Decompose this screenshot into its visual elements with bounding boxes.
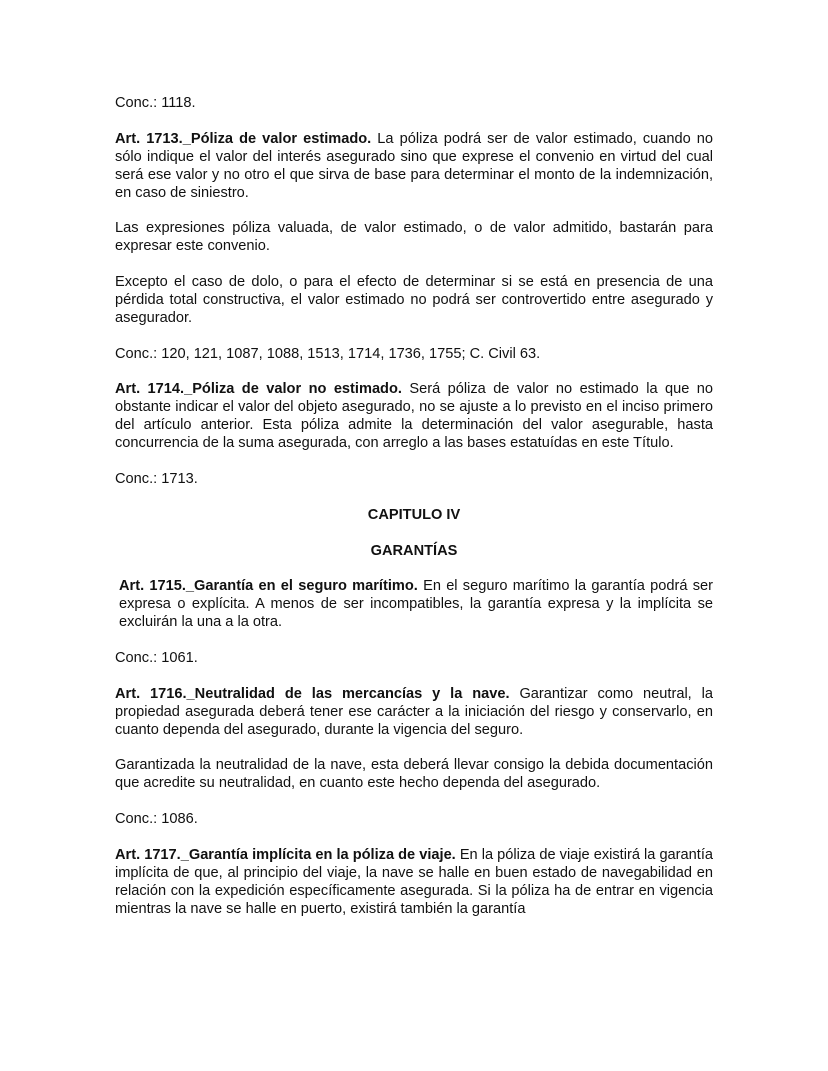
concordance-line: Conc.: 1086.: [115, 811, 198, 828]
article-1714: [115, 381, 713, 453]
article-number: Art. 1713._: [115, 130, 191, 147]
concordance-line: Conc.: 120, 121, 1087, 1088, 1513, 1714, 1736, 1755; C. Civil 63.: [115, 345, 541, 362]
article-body: Garantizar como neutral, la propiedad asegurada deberá tener ese carácter a la iniciación del riesgo y conservarlo, en cuanto dependa del asegurado, durante la vigencia del seguro.: [115, 685, 713, 738]
concordance-line: Conc.: 1713.: [115, 470, 198, 487]
paragraph: Excepto el caso de dolo, o para el efecto de determinar si se está en presencia de una pérdida total constructiva, el valor estimado no podrá ser controvertido entre asegurado y asegurador.: [115, 274, 713, 326]
article-body: La póliza podrá ser de valor estimado, cuando no sólo indique el valor del interés asegurado sino que exprese el convenio en virtud del cual será ese valor y no otro el que sirva de base para determinar el monto de la indemnización, en caso de siniestro.: [115, 130, 714, 201]
article-body: En la póliza de viaje existirá la garantía implícita de que, al principio del viaje, la nave se halle en buen estado de navegabilidad en relación con la expedición específicamente asegurada. Si la póliza ha de entrar en vigencia mientras la nave se halle en puerto, existirá también la garantía: [115, 846, 713, 917]
article-1715: [115, 578, 713, 632]
article-1713: [115, 131, 713, 203]
article-title: Neutralidad de las mercancías y la nave.: [194, 685, 510, 702]
article-title: Póliza de valor estimado.: [190, 130, 372, 147]
article-number: Art. 1715._: [119, 578, 195, 595]
paragraph: Las expresiones póliza valuada, de valor estimado, o de valor admitido, bastarán para expresar este convenio.: [115, 220, 713, 255]
article-1717: [115, 847, 713, 919]
article-body: En el seguro marítimo la garantía podrá ser expresa o explícita. A menos de ser incompatibles, la garantía expresa y la implícita se excluirán la una a la otra.: [119, 578, 713, 631]
article-number: Art. 1716._: [115, 685, 195, 702]
paragraph: Garantizada la neutralidad de la nave, esta deberá llevar consigo la debida documentación que acredite su neutralidad, en cuanto este hecho dependa del asegurado.: [115, 757, 713, 792]
article-number: Art. 1717._: [115, 846, 189, 863]
concordance-line: Conc.: 1118.: [115, 95, 196, 111]
article-title: Póliza de valor no estimado.: [192, 381, 402, 398]
article-title: Garantía en el seguro marítimo.: [194, 578, 418, 595]
article-1716: [115, 686, 713, 740]
article-body: Será póliza de valor no estimado la que no obstante indicar el valor del objeto asegurado, no se ajuste a lo previsto en el inciso primero del artículo anterior. Esta póliza admite la determinación del valor asegurable, hasta concurrencia de la suma asegurada, con arreglo a las bases estatuídas en este Título.: [115, 381, 713, 452]
article-title: Garantía implícita en la póliza de viaje.: [188, 846, 456, 863]
article-number: Art. 1714._: [115, 381, 193, 398]
concordance-line: Conc.: 1061.: [115, 649, 198, 666]
chapter-heading: CAPITULO IV: [367, 506, 461, 523]
document-page: [115, 95, 713, 936]
section-heading: GARANTÍAS: [370, 542, 458, 559]
